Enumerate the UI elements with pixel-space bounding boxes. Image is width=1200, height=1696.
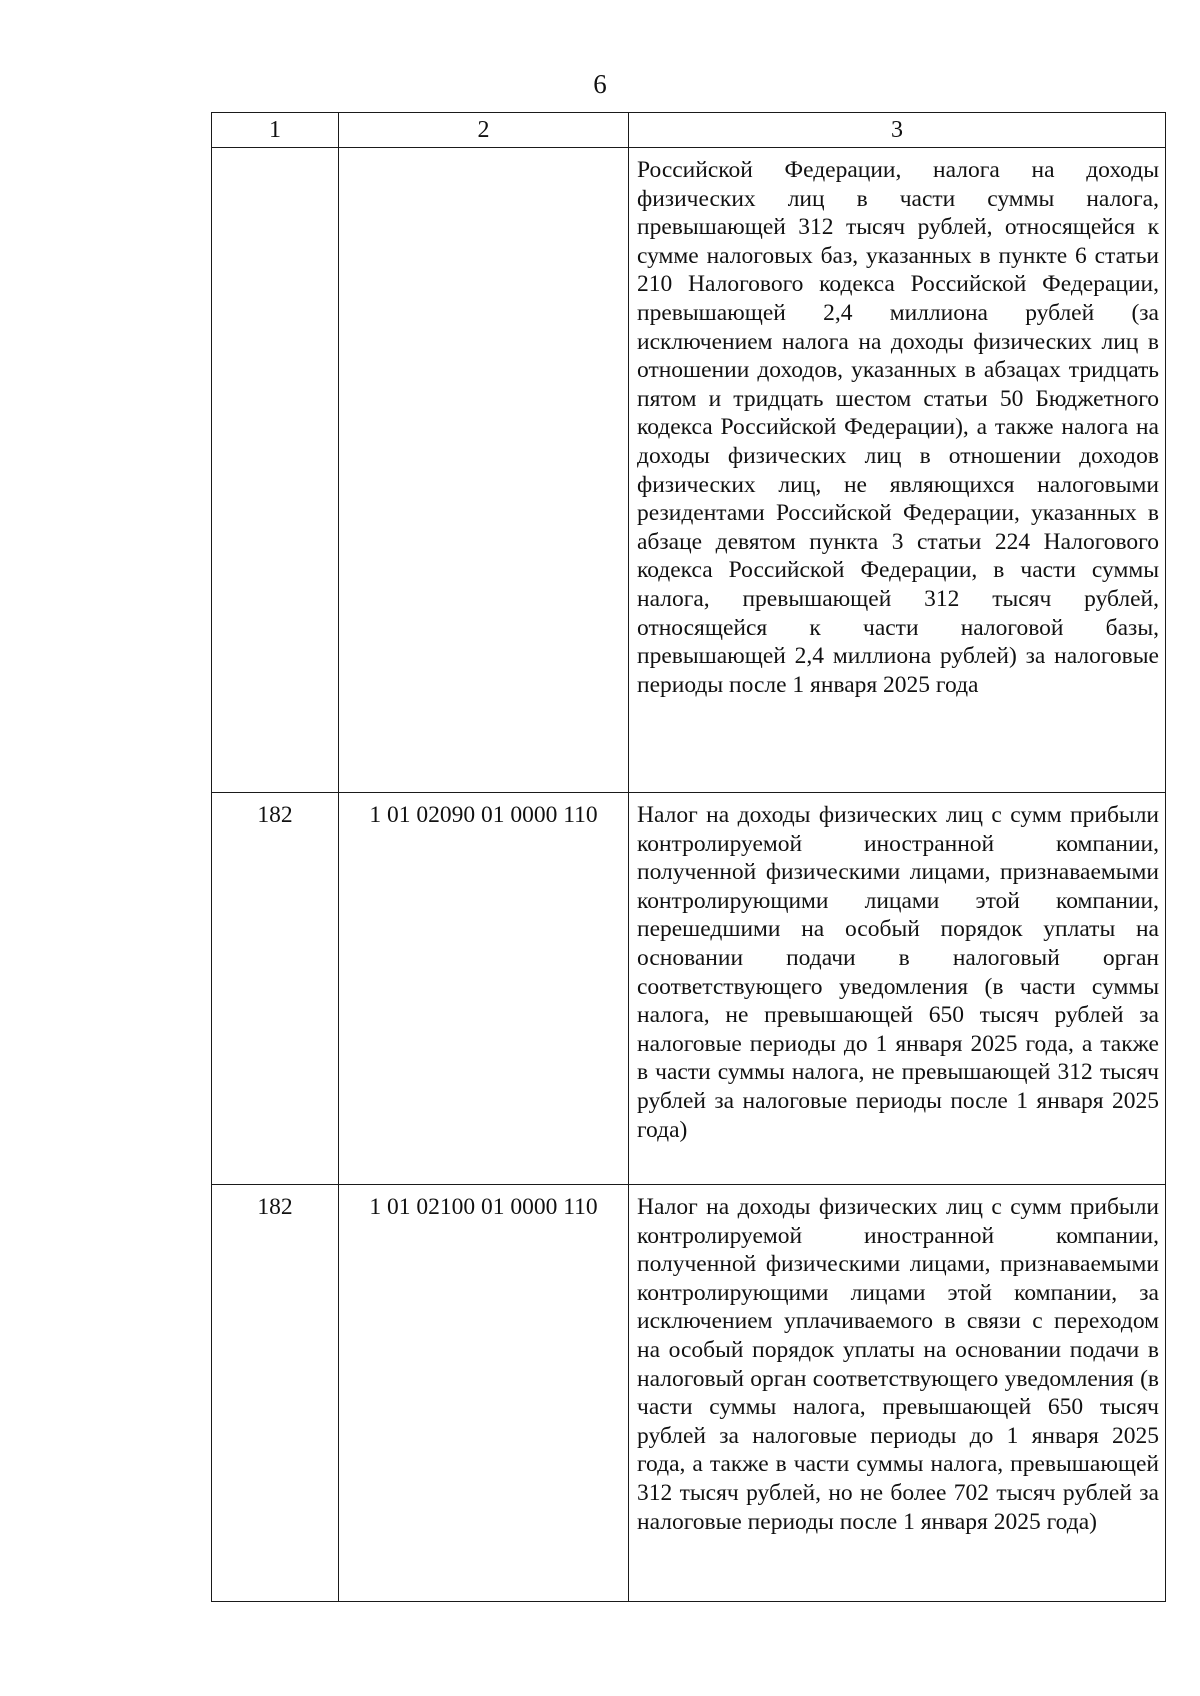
table-row [212, 793, 1166, 1185]
budget-code-cell: 1 01 02100 01 0000 110 [339, 1185, 629, 1602]
description-cell: Налог на доходы физических лиц с сумм прибыли контролируемой иностранной компании, полученной физическими лицами, признаваемыми контролирующими лицами этой компании, перешедшими на особый порядок уплаты на основании подачи в налоговый орган соответствующего уведомления (в части суммы налога, не превышающей 650 тысяч рублей за налоговые периоды до 1 января 2025 года, а также в части суммы налога, не превышающей 312 тысяч рублей за налоговые периоды после 1 января 2025 года) [629, 793, 1166, 1185]
description-cell: Налог на доходы физических лиц с сумм прибыли контролируемой иностранной компании, полученной физическими лицами, признаваемыми контролирующими лицами этой компании, за исключением уплачиваемого в связи с переходом на особый порядок уплаты на основании подачи в налоговый орган соответствующего уведомления (в части суммы налога, превышающей 650 тысяч рублей за налоговые периоды до 1 января 2025 года, а также в части суммы налога, превышающей 312 тысяч рублей, но не более 702 тысяч рублей за налоговые периоды после 1 января 2025 года) [629, 1185, 1166, 1602]
table-row [212, 148, 1166, 793]
page-number: 6 [593, 69, 607, 99]
budget-code-cell: 1 01 02090 01 0000 110 [339, 793, 629, 1185]
budget-classification-table [211, 112, 1166, 1602]
header-cell-2: 2 [339, 113, 629, 148]
admin-code-cell: 182 [212, 1185, 339, 1602]
description-cell: Российской Федерации, налога на доходы физических лиц в части суммы налога, превышающей 312 тысяч рублей, относящейся к сумме налоговых баз, указанных в пункте 6 статьи 210 Налогового кодекса Российской Федерации, превышающей 2,4 миллиона рублей (за исключением налога на доходы физических лиц в отношении доходов, указанных в абзацах тридцать пятом и тридцать шестом статьи 50 Бюджетного кодекса Российской Федерации), а также налога на доходы физических лиц в отношении доходов физических лиц, не являющихся налоговыми резидентами Российской Федерации, указанных в абзаце девятом пункта 3 статьи 224 Налогового кодекса Российской Федерации, в части суммы налога, превышающей 312 тысяч рублей, относящейся к части налоговой базы, превышающей 2,4 миллиона рублей) за налоговые периоды после 1 января 2025 года [629, 148, 1166, 793]
budget-code-cell [339, 148, 629, 793]
admin-code-cell [212, 148, 339, 793]
header-cell-3: 3 [629, 113, 1166, 148]
table-row [212, 1185, 1166, 1602]
table-header-row [212, 113, 1166, 148]
header-cell-1: 1 [212, 113, 339, 148]
admin-code-cell: 182 [212, 793, 339, 1185]
